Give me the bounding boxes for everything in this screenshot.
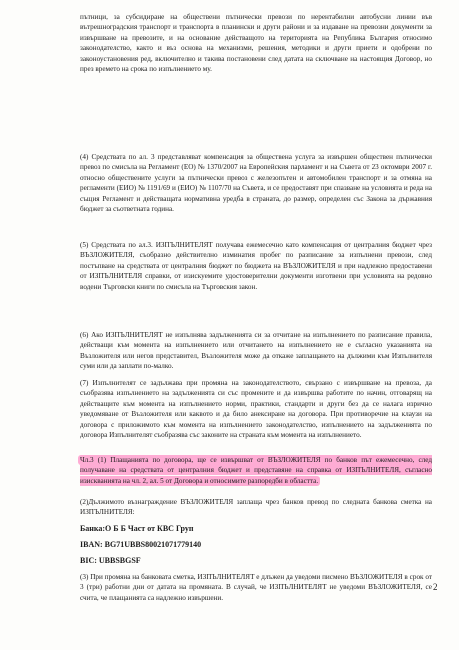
paragraph-intro: пътници, за субсидиране на обществени пътнически превози по нерентабилни автобусни линии във вътрешноградския транспорт и транспорта в планински и други райони и за издаване на превозни документи за извършване на превозите, и на основание действащото на територията на Република България относимо законодателство, както и въз основа на механизми, решения, методики и други приети и одобрени по законоустановения ред, включително и такива постановени след датата на сключване на настоящия Договор, но през времето на срока по изпълнението му. — [80, 13, 432, 74]
paragraph-art3-3: (3) При промяна на банковата сметка, ИЗПЪЛНИТЕЛЯТ е длъжен да уведоми писмено ВЪЗЛОЖИТЕЛЯ в срок от 3 (три) работни дни от датата на промяната. В случай, че ИЗПЪЛНИТЕЛЯТ не уведоми ВЪЗЛОЖИТЕЛЯ, се счита, че плащанията са надлежно извършени. — [80, 573, 432, 602]
paragraph-art3-1 — [80, 455, 432, 486]
highlighted-text: Чл.3 (1) Плащанията по договора, ще се извършват от ВЪЗЛОЖИТЕЛЯ по банков път ежемесечно, след получаване на средствата от централния бюджет и представяне на справка от ИЗПЪЛНИТЕЛЯ, съгласно изискванията на чл. 2, ал. 5 от Договора и относимите разпоредби в областта. — [80, 456, 432, 485]
paragraph-art2-5: (5) Средствата по ал.3. ИЗПЪЛНИТЕЛЯТ получава ежемесечно като компенсация от централния бюджет чрез ВЪЗЛОЖИТЕЛЯ, съобразно действително изминатия пробег по разписание за изпълнени превози, след постъпване на средствата от централния бюджет по бюджета на ВЪЗЛОЖИТЕЛЯ и при надлежно предоставени от ИЗПЪЛНИТЕЛЯ справки, от изискуемите удостоверителни документи изготвени при условията на редовно водени Търговски книги по смисъла на Търговския закон. — [80, 241, 432, 291]
bank-iban: IBAN: BG71UBBS80021071779140 — [80, 540, 202, 549]
paragraph-art2-6: (6) Ако ИЗПЪЛНИТЕЛЯТ не изпълнява задълженията си за отчитане на изпълнението по разписание правила, действащи към момента на изпълнението или отчитането на изпълнението не е съгласно указанията на Възложителя или негов представител, Възложителя може да откаже заплащането на дължими към Изпълнителя суми или да заплати по-малко. — [80, 331, 432, 371]
page-number: 2 — [433, 582, 438, 592]
bank-bic: BIC: UBBSBGSF — [80, 556, 141, 565]
paragraph-art3-2: (2)Дължимото възнаграждение ВЪЗЛОЖИТЕЛЯ заплаща чрез банков превод по следната банкова сметка на ИЗПЪЛНИТЕЛЯ: — [80, 498, 432, 517]
bank-name: Банка:О Б Б Част от КВС Груп — [80, 524, 194, 533]
paragraph-art2-4: (4) Средствата по ал. 3 представляват компенсация за обществена услуга за извършен обществен пътнически превоз по смисъла на Регламент (ЕО) № 1370/2007 на Европейския парламент и на Съвета от 23 октомври 2007 г. относно обществените услуги за пътнически превоз с железопътен и автомобилен транспорт и за отмяна на регламенти (ЕИО) № 1191/69 и (ЕИО) № 1107/70 на Съвета, и се предоставят при спазване на условията и реда на същия Регламент и действащата нормативна уредба в страната, до размер, определен със Закона за държавния бюджет за съответната година. — [80, 153, 432, 214]
paragraph-art2-7: (7) Изпълнителят се задължава при промяна на законодателството, свързано с извършване на превоза, да съобразява изпълнението на задълженията си със промените и да извършва работите по начин, отговарящ на действащите към момента на изпълнението норми, практики, стандарти и други без да се налага изрично уведомяване от Възложителя или каквото и да било анексиране на договора. При противоречие на клаузи на договора с приложимото към момента на изпълнението законодателство, изпълнението на задълженията по договора Изпълнителят съобразява със законите на страната към момента на изпълнението. — [80, 379, 432, 440]
